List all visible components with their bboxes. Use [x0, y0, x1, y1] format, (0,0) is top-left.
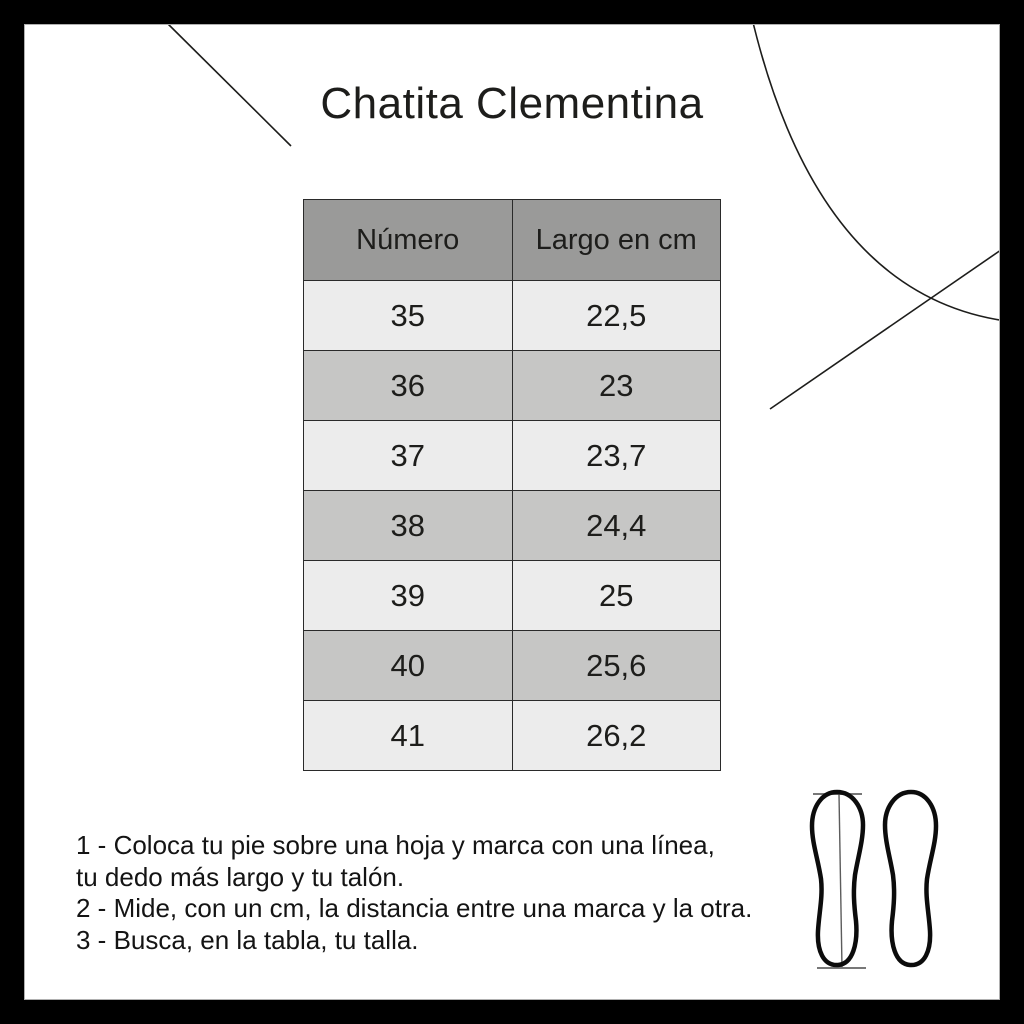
size-cell: 41: [304, 701, 513, 771]
instruction-step-1-line-1: 1 - Coloca tu pie sobre una hoja y marca con una línea,: [76, 830, 715, 860]
instruction-step-3: 3 - Busca, en la tabla, tu talla.: [76, 924, 419, 955]
size-cell: 35: [304, 281, 513, 351]
measuring-instructions: [76, 830, 796, 956]
size-cell: 37: [304, 421, 513, 491]
size-cell: 40: [304, 631, 513, 701]
size-cell: 36: [304, 351, 513, 421]
length-cell: 23: [512, 351, 721, 421]
instruction-step-1-line-2: tu dedo más largo y tu talón.: [76, 861, 405, 892]
size-cell: 39: [304, 561, 513, 631]
header-row: [304, 200, 721, 281]
column-header-numero: Número: [304, 200, 513, 281]
table-row: [304, 491, 721, 561]
table-row: [304, 561, 721, 631]
size-table: [303, 199, 721, 771]
length-cell: 25,6: [512, 631, 721, 701]
page-title: Chatita Clementina: [320, 79, 704, 128]
length-cell: 23,7: [512, 421, 721, 491]
table-row: [304, 701, 721, 771]
corner-line-top-right: [770, 241, 1014, 409]
size-cell: 38: [304, 491, 513, 561]
corner-arc-top-right: [751, 14, 1014, 322]
instruction-step-2: 2 - Mide, con un cm, la distancia entre una marca y la otra.: [76, 893, 753, 923]
length-cell: 25: [512, 561, 721, 631]
measure-vertical-line: [839, 794, 842, 968]
table-row: [304, 281, 721, 351]
column-header-largo: Largo en cm: [512, 200, 721, 281]
length-cell: 22,5: [512, 281, 721, 351]
size-table-body: [304, 281, 721, 771]
footprint-measurement-icon: [798, 780, 948, 980]
table-row: [304, 421, 721, 491]
table-row: [304, 631, 721, 701]
table-row: [304, 351, 721, 421]
length-cell: 26,2: [512, 701, 721, 771]
foot-sole-left: [812, 792, 863, 965]
size-table-header: [304, 200, 721, 281]
foot-sole-right: [885, 792, 936, 965]
length-cell: 24,4: [512, 491, 721, 561]
